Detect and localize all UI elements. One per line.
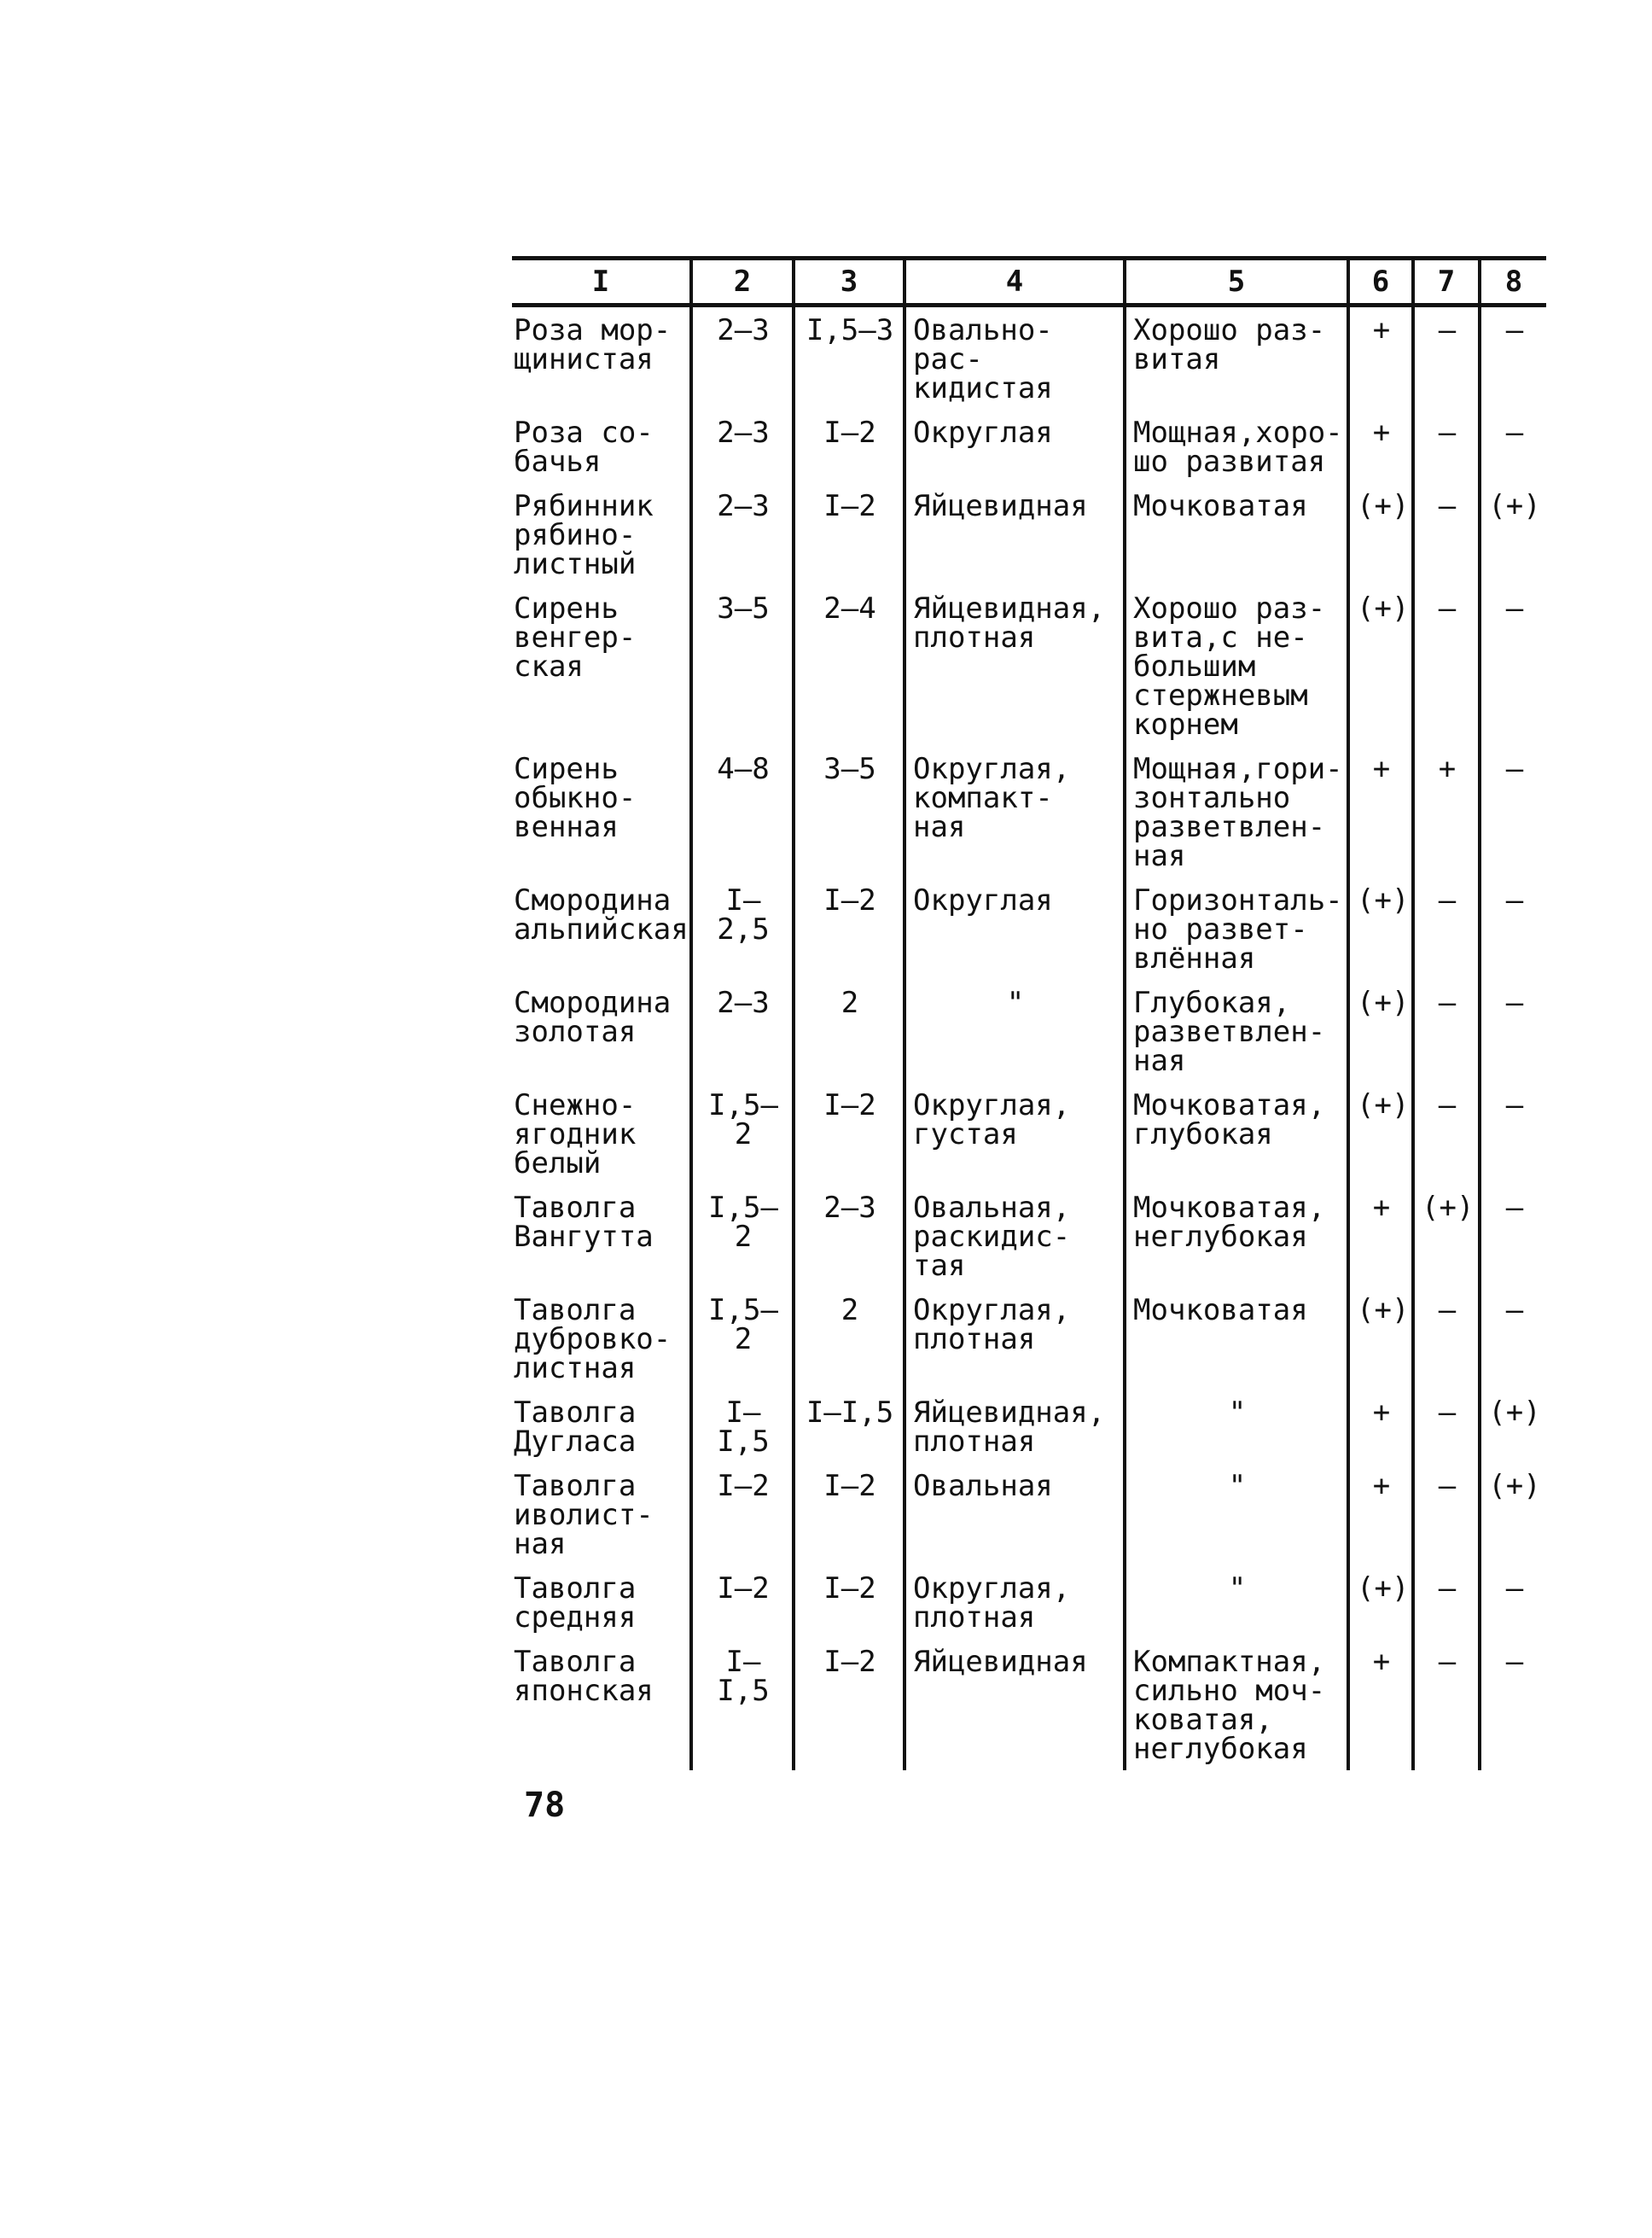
table-cell-col-8: (+) xyxy=(1480,483,1546,586)
shrub-table xyxy=(512,256,1546,1770)
table-cell-col-3: 3–5 xyxy=(794,746,905,877)
table-cell-col-5: " xyxy=(1125,1390,1348,1463)
table-cell-col-1: Смородина альпийская xyxy=(514,883,689,947)
table-cell-col-5: Компактная, сильно моч- коватая, неглубокая xyxy=(1125,1639,1348,1770)
table-cell-col-2: I–I,5 xyxy=(691,1639,794,1770)
table-cell-col-1: Смородина золотая xyxy=(514,986,672,1049)
table-cell-col-4: " xyxy=(905,980,1125,1082)
column-header-2: 2 xyxy=(691,259,794,306)
table-cell-col-3: I–2 xyxy=(794,483,905,586)
table-cell-col-7: – xyxy=(1413,483,1480,586)
table-cell-col-8: – xyxy=(1480,746,1546,877)
table-row xyxy=(512,586,1546,746)
table-cell-col-6: (+) xyxy=(1348,877,1413,980)
table-cell-col-6: (+) xyxy=(1348,1287,1413,1390)
table-cell-col-1: Таволга Дугласа xyxy=(514,1396,637,1459)
table-cell-col-1: Таволга дубровко- листная xyxy=(514,1293,672,1385)
table-cell-col-5: Мочковатая xyxy=(1125,1287,1348,1390)
table-cell-col-3: I–I,5 xyxy=(794,1390,905,1463)
table-cell-col-2: 2–3 xyxy=(691,410,794,483)
table-cell-col-2: 2–3 xyxy=(691,483,794,586)
table-cell-col-6: (+) xyxy=(1348,980,1413,1082)
table-cell-col-2: I–2 xyxy=(691,1565,794,1639)
table-row xyxy=(512,1565,1546,1639)
table-cell-col-7: – xyxy=(1413,586,1480,746)
table-cell-col-4: Округлая xyxy=(905,877,1125,980)
table-cell-col-4: Яйцевидная, плотная xyxy=(905,1390,1125,1463)
table-cell-col-1: Таволга иволист- ная xyxy=(514,1469,654,1561)
table-cell-col-7: – xyxy=(1413,306,1480,411)
table-cell-col-8: (+) xyxy=(1480,1463,1546,1565)
table-cell-col-4: Округлая xyxy=(905,410,1125,483)
table-cell-col-4: Округлая, плотная xyxy=(905,1287,1125,1390)
table-header xyxy=(512,259,1546,306)
table-cell-col-6: + xyxy=(1348,1463,1413,1565)
table-cell-col-5: Хорошо раз- витая xyxy=(1125,306,1348,411)
table-cell-col-3: I–2 xyxy=(794,1565,905,1639)
table-cell-col-6: + xyxy=(1348,1185,1413,1287)
table-cell-col-3: I–2 xyxy=(794,1463,905,1565)
table-cell-col-2: 2–3 xyxy=(691,980,794,1082)
table-cell-col-2: 4–8 xyxy=(691,746,794,877)
table-cell-col-6: (+) xyxy=(1348,483,1413,586)
table-row xyxy=(512,1463,1546,1565)
table-cell-col-5: " xyxy=(1125,1565,1348,1639)
table-row xyxy=(512,410,1546,483)
table-cell-col-8: – xyxy=(1480,410,1546,483)
table-row xyxy=(512,746,1546,877)
table-row xyxy=(512,1639,1546,1770)
table-container xyxy=(512,256,1546,1770)
table-cell-col-8: – xyxy=(1480,1185,1546,1287)
table-cell-col-7: – xyxy=(1413,980,1480,1082)
table-cell-col-7: – xyxy=(1413,1565,1480,1639)
table-cell-col-5: Мочковатая xyxy=(1125,483,1348,586)
table-cell-col-8: – xyxy=(1480,586,1546,746)
column-header-8: 8 xyxy=(1480,259,1546,306)
table-cell-col-2: I–2 xyxy=(691,1463,794,1565)
table-cell-col-5: Горизонталь- но развет- влённая xyxy=(1125,877,1348,980)
table-cell-col-2: I–I,5 xyxy=(691,1390,794,1463)
table-cell-col-1: Сирень венгер- ская xyxy=(514,592,637,684)
table-cell-col-5: " xyxy=(1125,1463,1348,1565)
table-cell-col-5: Мочковатая, неглубокая xyxy=(1125,1185,1348,1287)
table-body xyxy=(512,306,1546,1771)
table-row xyxy=(512,877,1546,980)
table-row xyxy=(512,980,1546,1082)
table-cell-col-7: – xyxy=(1413,410,1480,483)
table-cell-col-8: – xyxy=(1480,306,1546,411)
table-cell-col-4: Овальная xyxy=(905,1463,1125,1565)
table-cell-col-1: Таволга средняя xyxy=(514,1571,637,1635)
table-cell-col-3: 2–3 xyxy=(794,1185,905,1287)
table-cell-col-8: – xyxy=(1480,1287,1546,1390)
table-cell-col-3: I–2 xyxy=(794,1639,905,1770)
table-cell-col-7: – xyxy=(1413,1390,1480,1463)
column-header-5: 5 xyxy=(1125,259,1348,306)
table-cell-col-7: – xyxy=(1413,1639,1480,1770)
table-cell-col-4: Округлая, плотная xyxy=(905,1565,1125,1639)
table-cell-col-3: 2 xyxy=(794,1287,905,1390)
column-header-6: 6 xyxy=(1348,259,1413,306)
table-cell-col-7: (+) xyxy=(1413,1185,1480,1287)
table-cell-col-1: Снежно- ягодник белый xyxy=(514,1088,637,1180)
table-cell-col-4: Овальная, раскидис- тая xyxy=(905,1185,1125,1287)
table-row xyxy=(512,1185,1546,1287)
table-cell-col-1: Таволга японская xyxy=(514,1645,654,1708)
page-number: 78 xyxy=(524,1786,566,1825)
table-cell-col-4: Округлая, компакт- ная xyxy=(905,746,1125,877)
table-cell-col-2: 2–3 xyxy=(691,306,794,411)
table-cell-col-6: (+) xyxy=(1348,586,1413,746)
table-cell-col-1: Таволга Вангутта xyxy=(514,1191,654,1254)
table-row xyxy=(512,483,1546,586)
table-cell-col-6: + xyxy=(1348,1390,1413,1463)
table-cell-col-5: Мощная,хоро- шо развитая xyxy=(1125,410,1348,483)
table-cell-col-8: – xyxy=(1480,877,1546,980)
table-row xyxy=(512,1082,1546,1185)
table-cell-col-4: Яйцевидная xyxy=(905,483,1125,586)
table-cell-col-8: – xyxy=(1480,1565,1546,1639)
column-header-4: 4 xyxy=(905,259,1125,306)
table-cell-col-2: I,5–2 xyxy=(691,1082,794,1185)
table-cell-col-2: I–2,5 xyxy=(691,877,794,980)
table-cell-col-3: 2 xyxy=(794,980,905,1082)
table-cell-col-3: I,5–3 xyxy=(794,306,905,411)
table-row xyxy=(512,1390,1546,1463)
table-cell-col-6: + xyxy=(1348,1639,1413,1770)
table-cell-col-7: – xyxy=(1413,1463,1480,1565)
table-cell-col-6: + xyxy=(1348,410,1413,483)
column-header-7: 7 xyxy=(1413,259,1480,306)
table-cell-col-8: (+) xyxy=(1480,1390,1546,1463)
table-cell-col-6: + xyxy=(1348,746,1413,877)
table-cell-col-1: Роза со- бачья xyxy=(514,416,654,479)
table-cell-col-3: I–2 xyxy=(794,877,905,980)
table-cell-col-5: Мочковатая, глубокая xyxy=(1125,1082,1348,1185)
table-cell-col-8: – xyxy=(1480,980,1546,1082)
table-cell-col-6: (+) xyxy=(1348,1565,1413,1639)
column-header-3: 3 xyxy=(794,259,905,306)
table-cell-col-3: I–2 xyxy=(794,1082,905,1185)
table-cell-col-8: – xyxy=(1480,1082,1546,1185)
table-cell-col-2: 3–5 xyxy=(691,586,794,746)
table-cell-col-8: – xyxy=(1480,1639,1546,1770)
table-cell-col-6: (+) xyxy=(1348,1082,1413,1185)
table-cell-col-7: – xyxy=(1413,1082,1480,1185)
table-cell-col-4: Округлая, густая xyxy=(905,1082,1125,1185)
table-cell-col-6: + xyxy=(1348,306,1413,411)
table-cell-col-7: – xyxy=(1413,1287,1480,1390)
table-cell-col-3: 2–4 xyxy=(794,586,905,746)
table-cell-col-2: I,5–2 xyxy=(691,1287,794,1390)
table-cell-col-2: I,5–2 xyxy=(691,1185,794,1287)
table-cell-col-1: Рябинник рябино- листный xyxy=(514,489,654,581)
table-row xyxy=(512,1287,1546,1390)
header-row xyxy=(512,259,1546,306)
column-header-1: I xyxy=(512,259,691,306)
table-cell-col-4: Овально-рас- кидистая xyxy=(905,306,1125,411)
table-cell-col-5: Хорошо раз- вита,с не- большим стержневым корнем xyxy=(1125,586,1348,746)
table-cell-col-5: Мощная,гори- зонтально разветвлен- ная xyxy=(1125,746,1348,877)
table-cell-col-1: Роза мор- щинистая xyxy=(514,313,672,376)
table-cell-col-3: I–2 xyxy=(794,410,905,483)
table-cell-col-4: Яйцевидная, плотная xyxy=(905,586,1125,746)
table-cell-col-7: – xyxy=(1413,877,1480,980)
table-cell-col-5: Глубокая, разветвлен- ная xyxy=(1125,980,1348,1082)
table-cell-col-4: Яйцевидная xyxy=(905,1639,1125,1770)
table-row xyxy=(512,306,1546,411)
table-cell-col-7: + xyxy=(1413,746,1480,877)
table-cell-col-1: Сирень обыкно- венная xyxy=(514,752,637,844)
